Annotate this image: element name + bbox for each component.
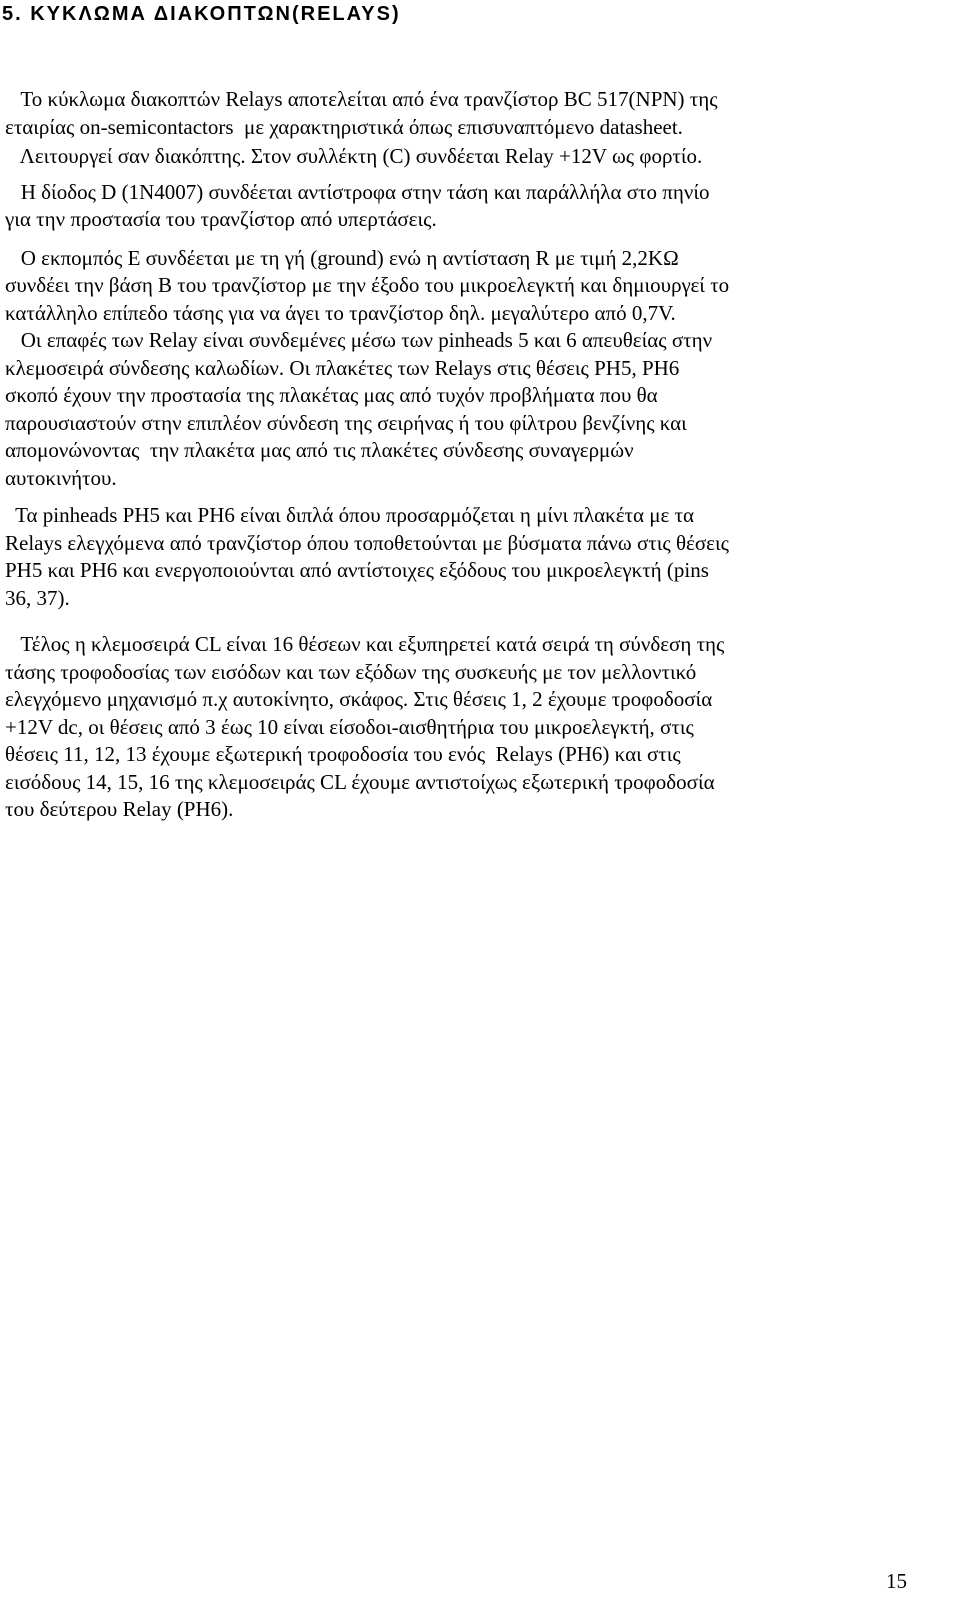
text-line: PH5 και PH6 και ενεργοποιούνται από αντίστοιχες εξόδους του μικροελεγκτή (pins: [5, 558, 709, 582]
text-line: Οι επαφές των Relay είναι συνδεμένες μέσω των pinheads 5 και 6 απευθείας στην: [5, 328, 713, 352]
document-body: [5, 86, 955, 824]
text-line: Ο εκπομπός Ε συνδέεται με τη γή (ground) ενώ η αντίσταση R με τιμή 2,2ΚΩ: [5, 245, 679, 270]
paragraph-terminal-block: [5, 631, 955, 824]
text-line: του δεύτερου Relay (PH6).: [5, 797, 234, 821]
text-line: κατάλληλο επίπεδο τάσης για να άγει το τρανζίστορ δηλ. μεγαλύτερο από 0,7V.: [5, 300, 676, 325]
text-line: αυτοκινήτου.: [5, 465, 117, 490]
text-line: συνδέει την βάση Β του τρανζίστορ με την έξοδο του μικροελεγκτή και δημιουργεί το: [5, 273, 730, 297]
text-line: εταιρίας on-semicontactors με χαρακτηριστικά όπως επισυναπτόμενο datasheet.: [5, 114, 683, 139]
text-line: Τέλος η κλεμοσειρά CL είναι 16 θέσεων και εξυπηρετεί κατά σειρά τη σύνδεση της: [5, 632, 725, 656]
paragraph-switch-function: [5, 143, 955, 171]
text-line: κλεμοσειρά σύνδεσης καλωδίων. Οι πλακέτες των Relays στις θέσεις PH5, PH6: [5, 355, 680, 380]
text-line: +12V dc, οι θέσεις από 3 έως 10 είναι είσοδοι-αισθητήρια του μικροελεγκτή, στις: [5, 714, 694, 739]
paragraph-relay-contacts: [5, 327, 955, 492]
text-line: Το κύκλωμα διακοπτών Relays αποτελείται από ένα τρανζίστορ BC 517(NPN) της: [5, 87, 718, 111]
text-line: Λειτουργεί σαν διακόπτης. Στον συλλέκτη (C) συνδέεται Relay +12V ως φορτίο.: [5, 144, 703, 168]
section-title: 5. ΚΥΚΛΩΜΑ ΔΙΑΚΟΠΤΩΝ(RELAYS): [2, 3, 401, 25]
text-line: 36, 37).: [5, 585, 70, 610]
paragraph-diode: [5, 179, 955, 234]
text-line: παρουσιαστούν στην επιπλέον σύνδεση της σειρήνας ή του φίλτρου βενζίνης και: [5, 410, 687, 435]
text-line: ελεγχόμενο μηχανισμό π.χ αυτοκίνητο, σκάφος. Στις θέσεις 1, 2 έχουμε τροφοδοσία: [5, 687, 713, 711]
text-line: εισόδους 14, 15, 16 της κλεμοσειράς CL έχουμε αντιστοίχως εξωτερική τροφοδοσία: [5, 769, 715, 794]
text-line: τάσης τροφοδοσίας των εισόδων και των εξόδων της συσκευής με τον μελλοντικό: [5, 659, 697, 684]
page-number: 15: [886, 1569, 907, 1593]
text-line: για την προστασία του τρανζίστορ από υπερτάσεις.: [5, 207, 437, 231]
text-line: Τα pinheads PH5 και PH6 είναι διπλά όπου προσαρμόζεται η μίνι πλακέτα με τα: [5, 503, 695, 527]
text-line: Relays ελεγχόμενα από τρανζίστορ όπου τοποθετούνται με βύσματα πάνω στις θέσεις: [5, 530, 729, 555]
text-line: απομονώνοντας την πλακέτα μας από τις πλακέτες σύνδεσης συναγερμών: [5, 438, 634, 462]
paragraph-emitter-resistor: [5, 245, 955, 328]
paragraph-pinheads: [5, 502, 955, 612]
text-line: θέσεις 11, 12, 13 έχουμε εξωτερική τροφοδοσία του ενός Relays (PH6) και στις: [5, 742, 681, 766]
paragraph-transistor-intro: [5, 86, 955, 141]
text-line: σκοπό έχουν την προστασία της πλακέτας μας από τυχόν προβλήματα που θα: [5, 383, 658, 407]
text-line: Η δίοδος D (1N4007) συνδέεται αντίστροφα στην τάση και παράλλήλα στο πηνίο: [5, 179, 710, 204]
